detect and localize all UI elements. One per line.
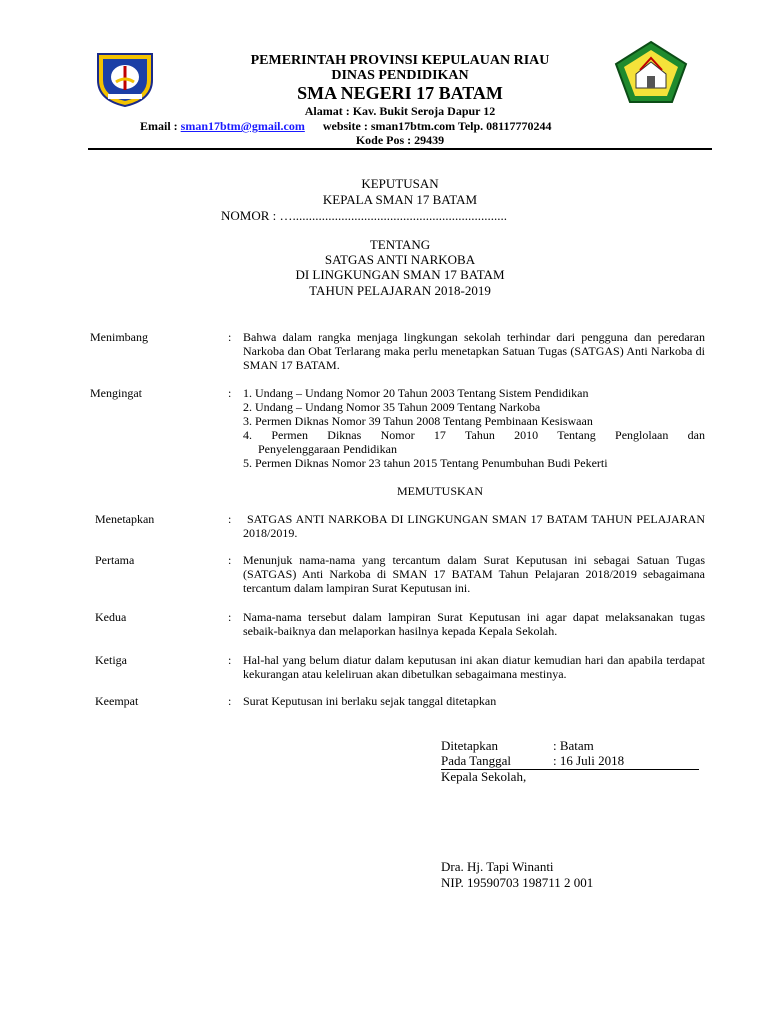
header-address: Alamat : Kav. Bukit Seroja Dapur 12 <box>304 104 496 118</box>
title-keputusan: KEPUTUSAN <box>361 176 439 191</box>
menimbang-colon: : <box>228 330 232 344</box>
header-school-name: SMA NEGERI 17 BATAM <box>297 83 503 103</box>
mengingat-item-continuation: Penyelenggaraan Pendidikan <box>258 442 397 456</box>
pertama-colon: : <box>228 553 232 567</box>
keempat-colon: : <box>228 694 232 708</box>
mengingat-item: 5. Permen Diknas Nomor 23 tahun 2015 Tentang Penumbuhan Budi Pekerti <box>243 456 608 470</box>
pertama-label: Pertama <box>95 553 135 567</box>
mengingat-item: 1. Undang – Undang Nomor 20 Tahun 2003 Tentang Sistem Pendidikan <box>243 386 589 400</box>
title-scope: DI LINGKUNGAN SMAN 17 BATAM <box>295 267 505 282</box>
memutuskan-heading: MEMUTUSKAN <box>396 484 483 498</box>
mengingat-label: Mengingat <box>90 386 142 400</box>
signatory-role: Kepala Sekolah, <box>441 769 527 784</box>
signatory-name: Dra. Hj. Tapi Winanti <box>441 859 554 874</box>
menetapkan-text: SATGAS ANTI NARKOBA DI LINGKUNGAN SMAN 17 BATAM TAHUN PELAJARAN 2018/2019. <box>243 512 705 540</box>
website-phone: website : sman17btm.com Telp. 08117770244 <box>322 119 552 133</box>
menetapkan-colon: : <box>228 512 232 526</box>
ditetapkan-value: : Batam <box>553 738 594 753</box>
keempat-label: Keempat <box>95 694 139 708</box>
ketiga-text: Hal-hal yang belum diatur dalam keputusan ini akan diatur kemudian hari dan apabila terdapat kekurangan atau keleliruan akan dibetulkan sebagaimana mestinya. <box>243 653 705 681</box>
keempat-text: Surat Keputusan ini berlaku sejak tanggal ditetapkan <box>243 694 497 708</box>
title-kepala: KEPALA SMAN 17 BATAM <box>322 192 478 207</box>
kedua-colon: : <box>228 610 232 624</box>
title-nomor: NOMOR : ….................................................................. <box>221 208 508 223</box>
title-year: TAHUN PELAJARAN 2018-2019 <box>309 283 491 298</box>
kedua-text: Nama-nama tersebut dalam lampiran Surat Keputusan ini agar dapat melaksanakan tugas sebaik-baiknya dan melaporkan hasilnya kepada Kepala Sekolah. <box>243 610 705 638</box>
header-province: PEMERINTAH PROVINSI KEPULAUAN RIAU <box>250 53 550 68</box>
tanggal-label: Pada Tanggal <box>441 753 511 768</box>
header-department: DINAS PENDIDIKAN <box>331 68 469 83</box>
mengingat-item: 4. Permen Diknas Nomor 17 Tahun 2010 Tentang Penglolaan dan <box>243 428 705 442</box>
mengingat-item: 2. Undang – Undang Nomor 35 Tahun 2009 Tentang Narkoba <box>243 400 541 414</box>
email-link[interactable]: sman17btm@gmail.com <box>180 119 305 133</box>
school-emblem <box>614 40 688 104</box>
title-subject: SATGAS ANTI NARKOBA <box>324 252 476 267</box>
header-postal-code: Kode Pos : 29439 <box>355 133 445 147</box>
ditetapkan-label: Ditetapkan <box>441 738 499 753</box>
mengingat-item: 3. Permen Diknas Nomor 39 Tahun 2008 Tentang Pembinaan Kesiswaan <box>243 414 593 428</box>
header-contact <box>140 119 680 134</box>
kedua-label: Kedua <box>95 610 127 624</box>
menimbang-label: Menimbang <box>90 330 148 344</box>
pertama-text: Menunjuk nama-nama yang tercantum dalam Surat Keputusan ini sebagai Satuan Tugas (SATGAS) Anti Narkoba di SMAN 17 BATAM Tahun Pelajaran 2018/2019 sebagaimana tercantum dalam lampiran Surat Keputusan ini. <box>243 553 705 595</box>
ketiga-label: Ketiga <box>95 653 127 667</box>
menimbang-text: Bahwa dalam rangka menjaga lingkungan sekolah terhindar dari pengguna dan peredaran Narkoba dan Obat Terlarang maka perlu menetapkan Satuan Tugas (SATGAS) Anti Narkoba di SMAN 17 BATAM. <box>243 330 705 372</box>
ketiga-colon: : <box>228 653 232 667</box>
menetapkan-label: Menetapkan <box>95 512 155 526</box>
header-divider <box>88 148 712 150</box>
province-emblem <box>94 50 156 108</box>
mengingat-colon: : <box>228 386 232 400</box>
tanggal-value: : 16 Juli 2018 <box>553 753 625 768</box>
email-label: Email : <box>140 119 178 133</box>
signatory-nip: NIP. 19590703 198711 2 001 <box>441 875 594 890</box>
title-tentang: TENTANG <box>369 237 431 252</box>
